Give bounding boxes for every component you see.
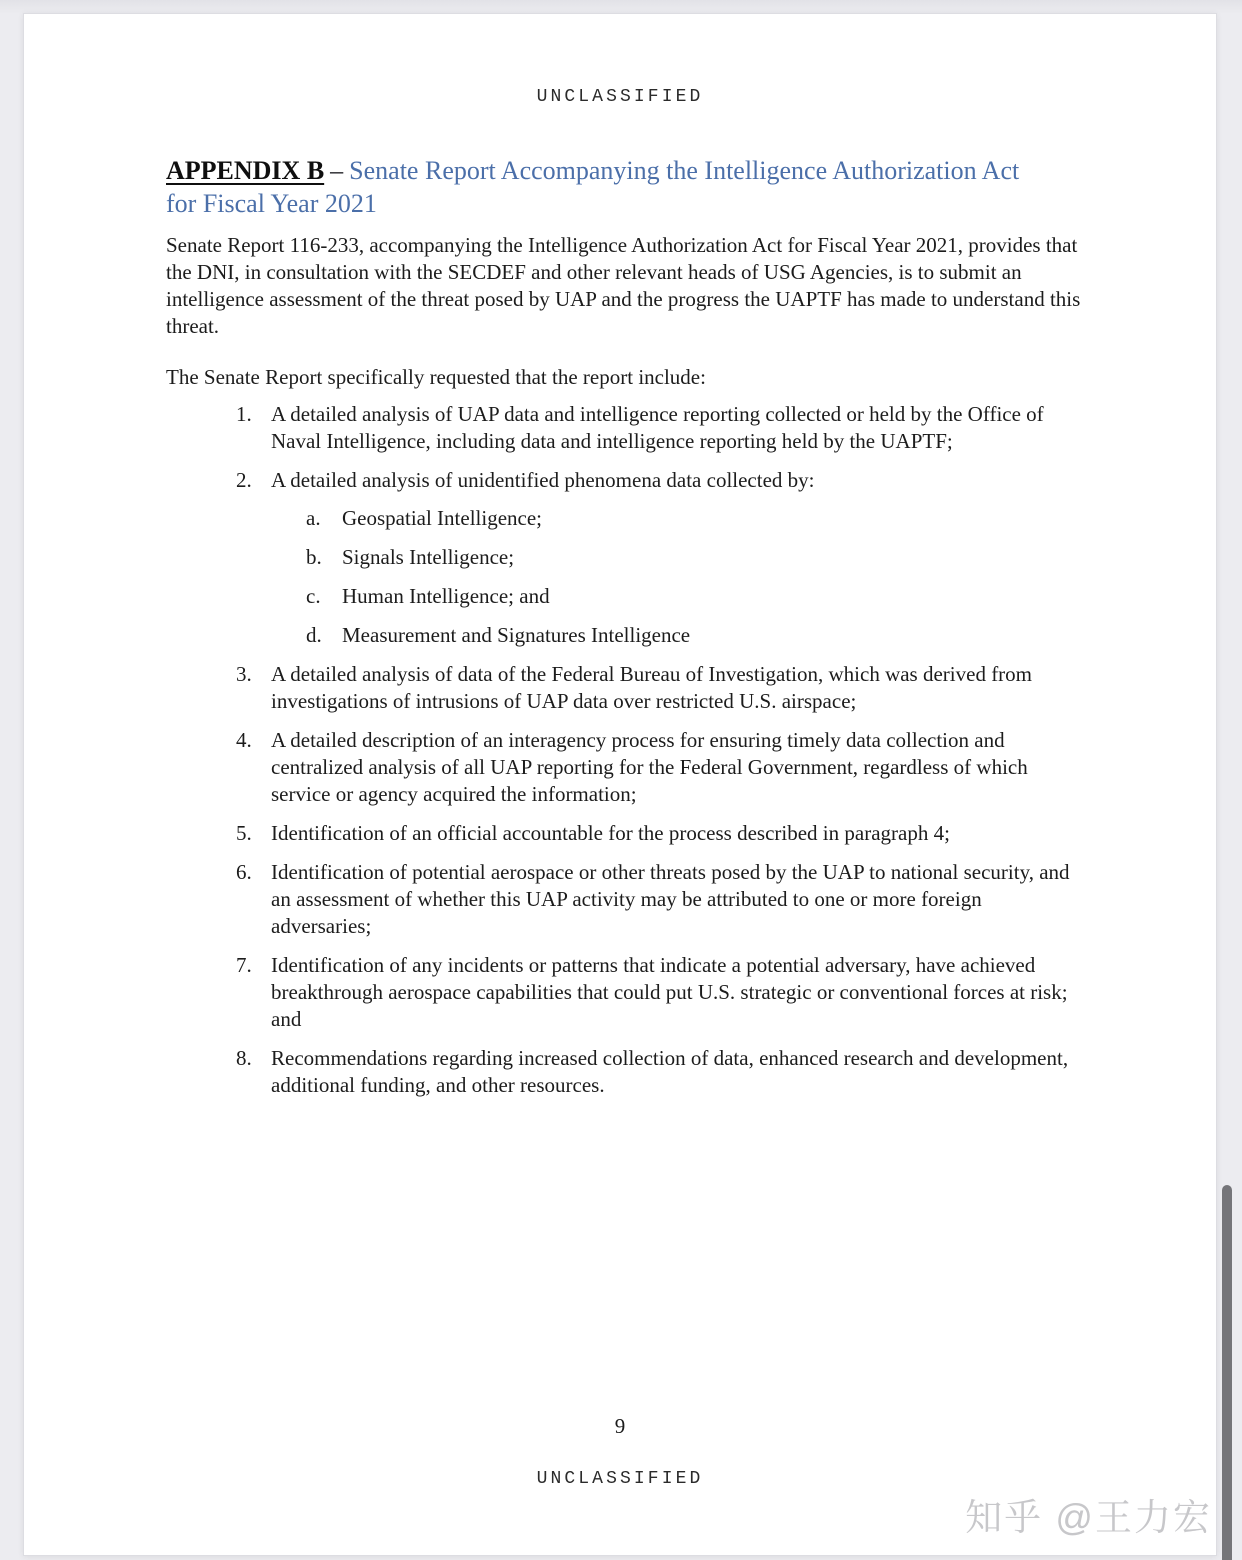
sub-list-item (271, 583, 1081, 610)
sub-item-text: Human Intelligence; and (342, 584, 550, 608)
list-item (166, 952, 1081, 1033)
item-number: 6. (236, 860, 252, 884)
item-text: Identification of an official accountable for the process described in paragraph 4; (271, 821, 950, 845)
list-item (166, 859, 1081, 940)
sub-list-item (271, 505, 1081, 532)
item-text: Identification of any incidents or patterns that indicate a potential adversary, have achieved breakthrough aerospace capabilities that could put U.S. strategic or conventional forces at risk; and (271, 953, 1068, 1031)
list-item (166, 661, 1081, 715)
appendix-title-line2: for Fiscal Year 2021 (166, 189, 377, 218)
sub-item-text: Geospatial Intelligence; (342, 506, 543, 530)
watermark: 知乎 @王力宏 (965, 1497, 1212, 1538)
item-number: 5. (236, 821, 252, 845)
item-text: Recommendations regarding increased collection of data, enhanced research and development, additional funding, and other resources. (271, 1046, 1069, 1097)
appendix-title (166, 154, 1081, 220)
page-content (166, 154, 1081, 1111)
sub-list (271, 505, 1081, 649)
intro-paragraph: Senate Report 116-233, accompanying the Intelligence Authorization Act for Fiscal Year 2021, provides that the DNI, in consultation with the SECDEF and other relevant heads of USG Agencies, is to submit an intelligence assessment of the threat posed by UAP and the progress the UAPTF has made to understand this threat. (166, 233, 1081, 338)
sub-item-letter: d. (306, 623, 322, 647)
item-number: 4. (236, 728, 252, 752)
sub-item-text: Signals Intelligence; (342, 545, 515, 569)
list-item (166, 467, 1081, 649)
sub-item-letter: c. (306, 584, 321, 608)
document-page (23, 13, 1217, 1556)
list-item (166, 401, 1081, 455)
item-number: 1. (236, 402, 252, 426)
sub-list-item (271, 622, 1081, 649)
sub-list-item (271, 544, 1081, 571)
sub-item-text: Measurement and Signatures Intelligence (342, 623, 691, 647)
item-number: 2. (236, 468, 252, 492)
item-text: A detailed analysis of UAP data and intelligence reporting collected or held by the Office of Naval Intelligence, including data and intelligence reporting held by the UAPTF; (271, 402, 1044, 453)
classification-header: UNCLASSIFIED (536, 87, 704, 107)
sub-item-letter: b. (306, 545, 322, 569)
item-text (271, 467, 1081, 649)
item-text: A detailed analysis of data of the Federal Bureau of Investigation, which was derived from investigations of intrusions of UAP data over restricted U.S. airspace; (271, 662, 1033, 713)
list-intro: The Senate Report specifically requested that the report include: (166, 365, 706, 389)
page-number: 9 (614, 1414, 626, 1438)
requirements-list (166, 401, 1081, 1099)
list-item (166, 820, 1081, 847)
list-item (166, 727, 1081, 808)
item-text: Identification of potential aerospace or other threats posed by the UAP to national security, and an assessment of whether this UAP activity may be attributed to one or more foreign adversaries; (271, 860, 1070, 938)
item-text-line: A detailed analysis of unidentified phenomena data collected by: (271, 468, 815, 492)
list-item (166, 1045, 1081, 1099)
item-number: 8. (236, 1046, 252, 1070)
sub-item-letter: a. (306, 506, 321, 530)
item-number: 3. (236, 662, 252, 686)
classification-footer: UNCLASSIFIED (536, 1469, 704, 1489)
appendix-title-line1: Senate Report Accompanying the Intelligence Authorization Act (349, 156, 1020, 185)
item-number: 7. (236, 953, 252, 977)
scrollbar-thumb[interactable] (1222, 1185, 1232, 1560)
item-text: A detailed description of an interagency process for ensuring timely data collection and centralized analysis of all UAP reporting for the Federal Government, regardless of which service or agency acquired the information; (271, 728, 1028, 806)
title-dash: – (330, 156, 344, 185)
appendix-label: APPENDIX B (166, 156, 325, 185)
